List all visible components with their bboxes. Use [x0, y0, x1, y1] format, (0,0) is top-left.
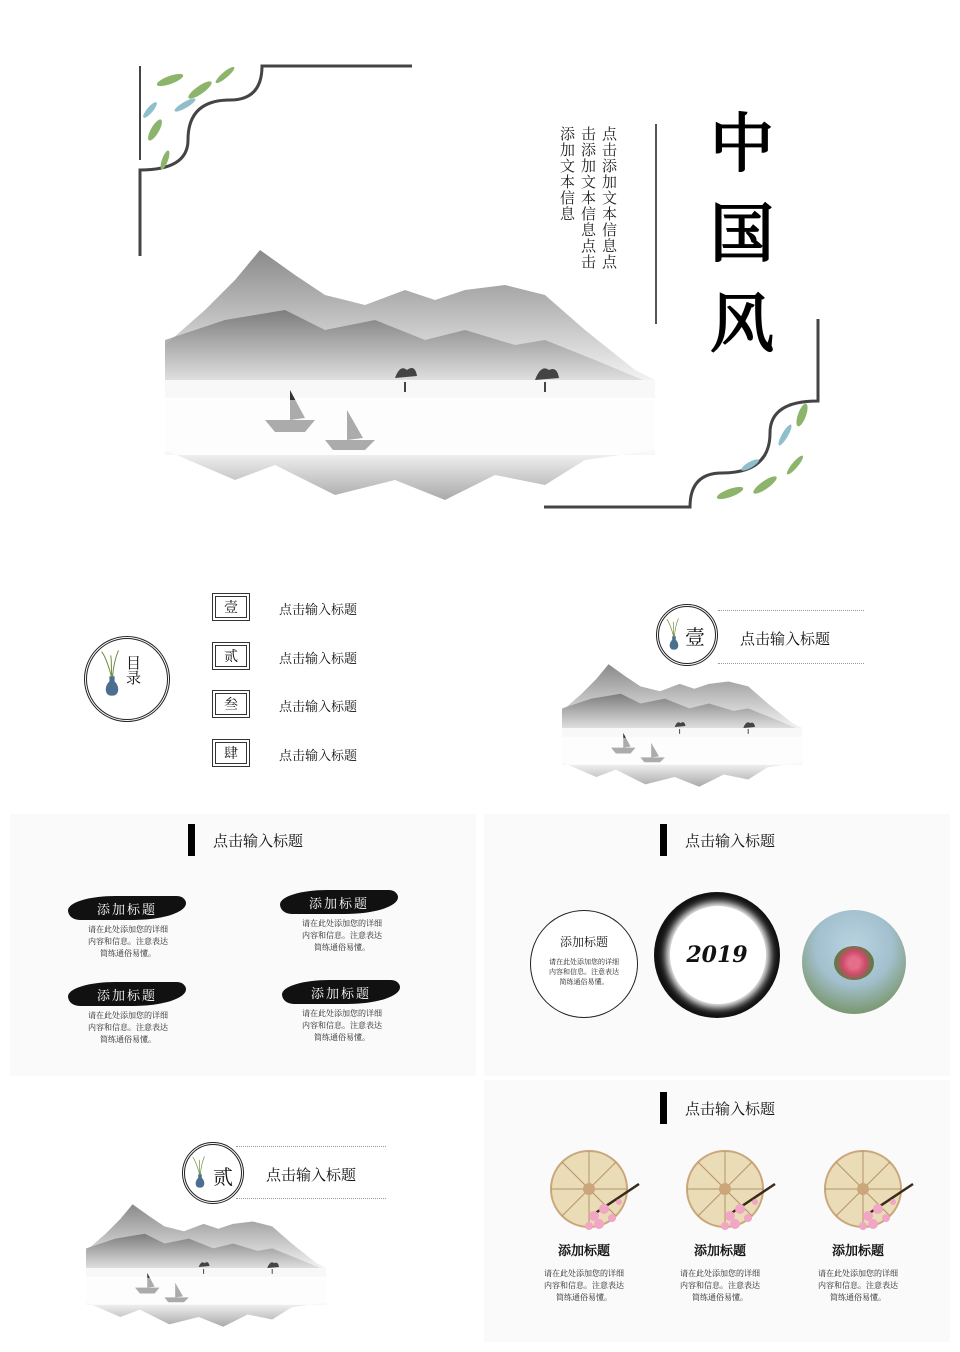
section2-rule-top — [236, 1146, 386, 1147]
toc-badge — [84, 636, 170, 722]
content-c-heading-text[interactable]: 点击输入标题 — [685, 1099, 776, 1118]
content-c-heading — [660, 1092, 775, 1124]
content-a-slide — [10, 814, 476, 1076]
toc-num-3[interactable]: 叁 — [212, 690, 250, 718]
card-c3-body: 请在此处添加您的详细 内容和信息。注意表达 简练通俗易懂。 — [818, 1269, 898, 1302]
section1-num: 壹 — [685, 625, 705, 649]
toc-item-1[interactable]: 点击输入标题 — [279, 603, 358, 618]
vase-icon — [665, 617, 683, 651]
section2-title[interactable]: 点击输入标题 — [266, 1166, 357, 1184]
toc-num-2[interactable]: 贰 — [212, 642, 250, 670]
card-a1-body: 请在此处添加您的详细 内容和信息。注意表达 简练通俗易懂。 — [88, 925, 168, 958]
umbrella-icon — [818, 1144, 918, 1244]
ink-circle — [654, 892, 780, 1018]
toc-num-1[interactable]: 壹 — [212, 593, 250, 621]
cover-title: 中 国 风 — [710, 107, 774, 362]
flower-basket — [834, 946, 874, 980]
toc-item-3[interactable]: 点击输入标题 — [279, 700, 358, 715]
text-circle — [530, 910, 638, 1018]
cover-subtitle: 点击添加文本信息点 击添加文本信息点击 添加文本信息 — [558, 126, 618, 270]
section2-num: 贰 — [213, 1165, 233, 1189]
year-text: 2019 — [686, 942, 748, 968]
content-c-slide — [484, 1080, 950, 1342]
card-a4-title: 添加标题 — [282, 980, 400, 1004]
corner-frame-top-left — [130, 60, 420, 260]
text-circle-title: 添加标题 — [559, 935, 608, 949]
corner-frame-bottom-right — [540, 315, 830, 515]
vase-icon — [191, 1155, 209, 1189]
card-c1-title: 添加标题 — [557, 1244, 610, 1259]
toc-badge-label: 目录 — [124, 655, 142, 685]
heading-bar — [660, 1092, 667, 1124]
card-a3-title: 添加标题 — [68, 982, 186, 1006]
card-c2-body: 请在此处添加您的详细 内容和信息。注意表达 简练通俗易懂。 — [680, 1269, 760, 1302]
card-a2-title: 添加标题 — [280, 890, 398, 914]
flower-photo — [802, 910, 906, 1014]
toc-num-4[interactable]: 肆 — [212, 739, 250, 767]
content-b-heading — [660, 824, 775, 856]
toc-slide — [0, 546, 478, 810]
section1-badge — [656, 604, 718, 666]
content-b-heading-text[interactable]: 点击输入标题 — [685, 831, 776, 850]
section2-badge — [182, 1142, 244, 1204]
text-circle-body: 请在此处添加您的详细 内容和信息。注意表达 简练通俗易懂。 — [549, 958, 619, 986]
card-c2-title: 添加标题 — [693, 1244, 746, 1259]
section1-title[interactable]: 点击输入标题 — [740, 630, 831, 648]
card-a2-body: 请在此处添加您的详细 内容和信息。注意表达 简练通俗易懂。 — [302, 919, 382, 952]
content-a-heading-text[interactable]: 点击输入标题 — [213, 831, 304, 850]
vase-icon — [99, 649, 125, 697]
card-a3-body: 请在此处添加您的详细 内容和信息。注意表达 简练通俗易懂。 — [88, 1011, 168, 1044]
cover-slide — [0, 0, 960, 540]
title-divider — [655, 124, 657, 324]
card-a4-body: 请在此处添加您的详细 内容和信息。注意表达 简练通俗易懂。 — [302, 1009, 382, 1042]
card-a1-title: 添加标题 — [68, 896, 186, 920]
content-b-slide — [484, 814, 950, 1076]
landscape-painting — [86, 1198, 331, 1338]
heading-bar — [188, 824, 195, 856]
section1-slide — [482, 546, 960, 810]
toc-item-2[interactable]: 点击输入标题 — [279, 652, 358, 667]
toc-item-4[interactable]: 点击输入标题 — [279, 749, 358, 764]
heading-bar — [660, 824, 667, 856]
umbrella-icon — [680, 1144, 780, 1244]
section1-rule-top — [718, 610, 864, 611]
landscape-painting — [562, 664, 807, 792]
umbrella-icon — [544, 1144, 644, 1244]
card-c3-title: 添加标题 — [831, 1244, 884, 1259]
section2-slide — [0, 1080, 478, 1352]
card-c1-body: 请在此处添加您的详细 内容和信息。注意表达 简练通俗易懂。 — [544, 1269, 624, 1302]
content-a-heading — [188, 824, 303, 856]
